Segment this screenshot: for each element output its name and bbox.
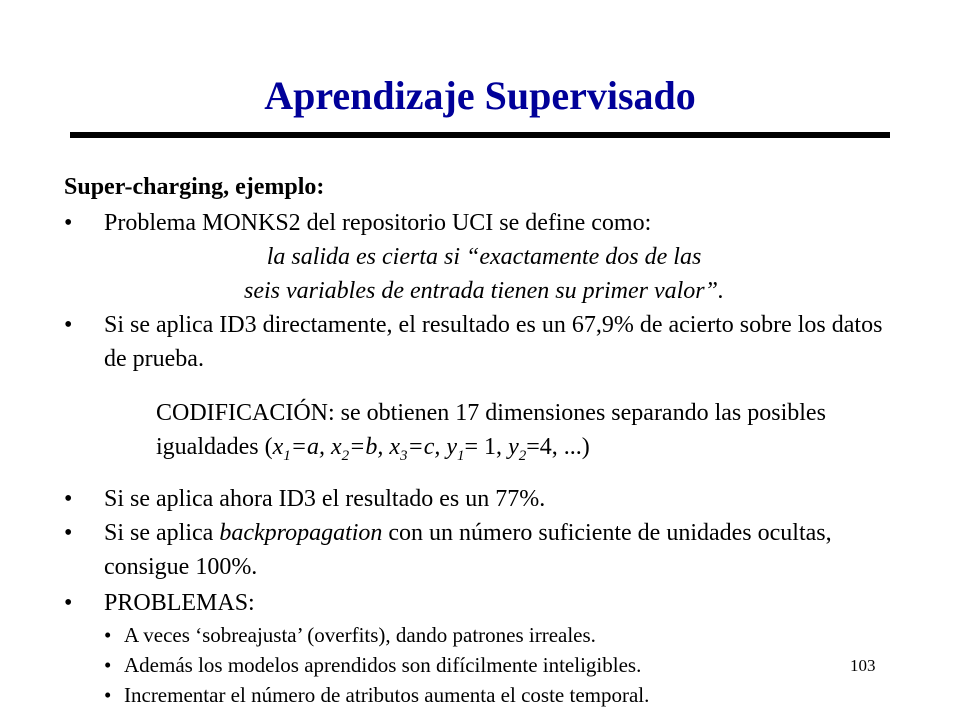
bullet-marker: • [104, 683, 112, 707]
bullet-marker: • [64, 520, 73, 546]
bullet-marker: • [104, 653, 112, 677]
bullet-marker: • [104, 623, 112, 647]
bullet-text: Si se aplica ahora ID3 el resultado es un 77%. [104, 486, 546, 512]
section-heading: Super-charging, ejemplo: [64, 174, 325, 200]
codificacion-text: CODIFICACIÓN: se obtienen 17 dimensiones separando las posibles igualdades ( [156, 400, 826, 460]
bullet-text: PROBLEMAS: [104, 590, 255, 616]
problem-list [104, 620, 904, 710]
bullet-monks2 [64, 206, 904, 240]
var-y1: $y_1$ [446, 434, 465, 464]
bullet-text: Si se aplica backpropagation con un número suficiente de unidades ocultas, consigue 100%. [104, 520, 832, 580]
bullet-marker: • [64, 312, 73, 338]
var-x2: $x_2=b$, [330, 434, 390, 464]
eq-y2: =4, ...) [526, 434, 590, 460]
bullet-text: Si se aplica ID3 directamente, el resultado es un 67,9% de acierto sobre los datos de prueba. [104, 312, 883, 372]
bullet-backprop [64, 516, 904, 584]
var-x3: $x_3=c$, [389, 434, 447, 464]
bullet-marker: • [64, 210, 73, 236]
definition-line-2: seis variables de entrada tienen su primer valor”. [244, 278, 724, 304]
var-y2: $y_2$ [508, 434, 527, 464]
bullet-id3-direct [64, 308, 904, 376]
codificacion-note [156, 396, 904, 464]
bullet-id3-77 [64, 482, 904, 516]
slide-content [64, 170, 904, 710]
problem-item: • A veces ‘sobreajusta’ (overfits), dando patrones irreales. [104, 620, 904, 650]
bullet-text: Problema MONKS2 del repositorio UCI se define como: [104, 210, 652, 236]
var-x1: $x_1=a$, [272, 434, 331, 464]
problem-item: • Además los modelos aprendidos son difícilmente inteligibles. [104, 650, 904, 680]
eq-y1: = 1, [464, 434, 509, 460]
problem-item: • Incrementar el número de atributos aumenta el coste temporal. [104, 680, 904, 710]
slide-title: Aprendizaje Supervisado [264, 73, 696, 118]
bullet-marker: • [64, 590, 73, 616]
title-underline [70, 132, 890, 138]
backprop-term: backpropagation [219, 520, 383, 546]
page-number: 103 [850, 656, 876, 675]
definition-line-1: la salida es cierta si “exactamente dos de las [266, 244, 702, 270]
bullet-marker: • [64, 486, 73, 512]
bullet-problemas [64, 586, 904, 620]
